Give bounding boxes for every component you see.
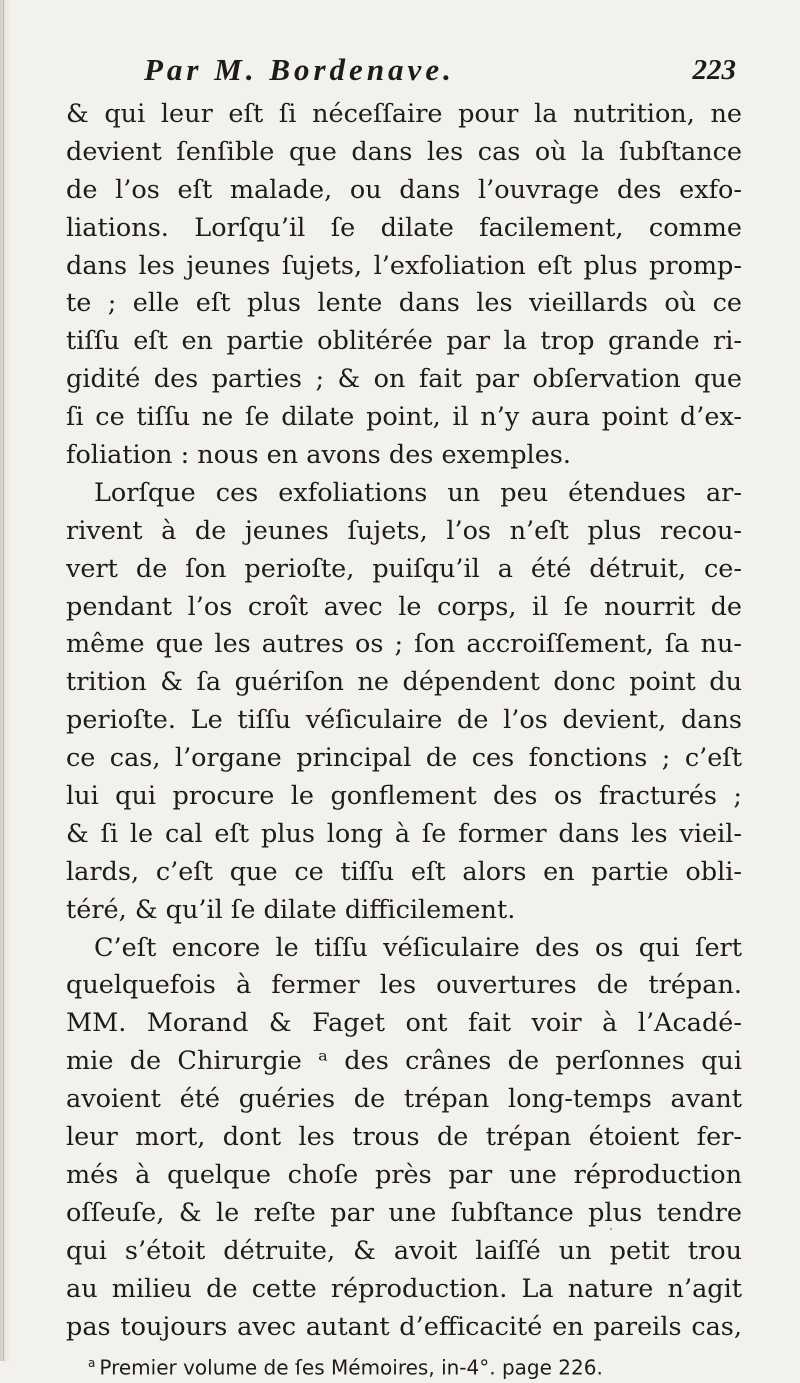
text-line: perioſte. Le tiſſu véſiculaire de l’os devient, dans: [66, 705, 742, 736]
text-line: devient ſenſible que dans les cas où la ſubſtance: [66, 136, 742, 167]
running-title: Par M. Bordenave.: [144, 52, 455, 87]
text-line: quelquefois à fermer les ouvertures de trépan.: [66, 970, 742, 1001]
text-line: leur mort, dont les trous de trépan étoient fer-: [66, 1122, 742, 1153]
text-line: dans les jeunes ſujets, l’exfoliation eſt plus promp-: [66, 250, 742, 281]
text-line: mie de Chirurgie ᵃ des crânes de perſonnes qui: [66, 1046, 742, 1077]
text-line: & ſi le cal eſt plus long à ſe former dans les vieil-: [66, 818, 742, 849]
text-line: même que les autres os ; ſon accroiſſement, ſa nu-: [66, 629, 742, 660]
text-line: més à quelque choſe près par une réproduction: [66, 1159, 742, 1190]
text-line: C’eſt encore le tiſſu véſiculaire des os qui ſert: [94, 932, 742, 963]
text-line: pas toujours avec autant d’efficacité en pareils cas,: [66, 1311, 742, 1342]
text-line: pendant l’os croît avec le corps, il ſe nourrit de: [66, 591, 742, 622]
running-head: [66, 52, 742, 96]
text-line: oſſeuſe, & le reſte par une ſubſtance plus tendre: [66, 1197, 742, 1228]
text-line: avoient été guéries de trépan long-temps avant: [66, 1084, 742, 1115]
text-line: te ; elle eſt plus lente dans les vieillards où ce: [66, 288, 742, 319]
text-line: MM. Morand & Faget ont fait voir à l’Acadé-: [66, 1008, 742, 1039]
text-line: au milieu de cette réproduction. La nature n’agit: [66, 1273, 742, 1304]
text-line: téré, & qu’il ſe dilate difficilement.: [66, 894, 516, 925]
text-line: & qui leur eſt ſi néceſſaire pour la nutrition, ne: [66, 99, 742, 129]
text-line: trition & ſa guériſon ne dépendent donc point du: [66, 667, 742, 698]
paper-speck: [610, 1228, 612, 1230]
text-line: lui qui procure le gonflement des os fracturés ;: [66, 781, 742, 812]
text-line: ce cas, l’organe principal de ces fonctions ; c’eſt: [66, 743, 742, 774]
text-line: gidité des parties ; & on fait par obſervation que: [66, 364, 742, 395]
footnote-marker: a: [88, 1356, 96, 1371]
text-line: lards, c’eſt que ce tiſſu eſt alors en partie obli-: [66, 856, 742, 887]
text-line: ſi ce tiſſu ne ſe dilate point, il n’y aura point d’ex-: [66, 402, 742, 433]
page-number: 223: [692, 54, 736, 86]
text-line: Lorſque ces exfoliations un peu étendues ar-: [94, 477, 742, 508]
footnote: [66, 1348, 742, 1381]
body-text: [66, 96, 742, 1346]
text-line: foliation : nous en avons des exemples.: [66, 440, 571, 471]
text-line: liations. Lorſqu’il ſe dilate facilement, comme: [66, 212, 742, 243]
book-page: [66, 52, 742, 1381]
text-line: tiſſu eſt en partie oblitérée par la trop grande ri-: [66, 326, 742, 357]
text-line: de l’os eſt malade, ou dans l’ouvrage des exfo-: [66, 174, 742, 205]
text-line: qui s’étoit détruite, & avoit laiſſé un petit trou: [66, 1235, 742, 1266]
footnote-text: Premier volume de ſes Mémoires, in-4°. page 226.: [99, 1356, 603, 1381]
text-line: vert de ſon perioſte, puiſqu’il a été détruit, ce-: [66, 553, 742, 584]
text-line: rivent à de jeunes ſujets, l’os n’eſt plus recou-: [66, 515, 742, 546]
page-edge-line: [3, 0, 4, 1361]
page-spine-shadow: [0, 0, 10, 1361]
